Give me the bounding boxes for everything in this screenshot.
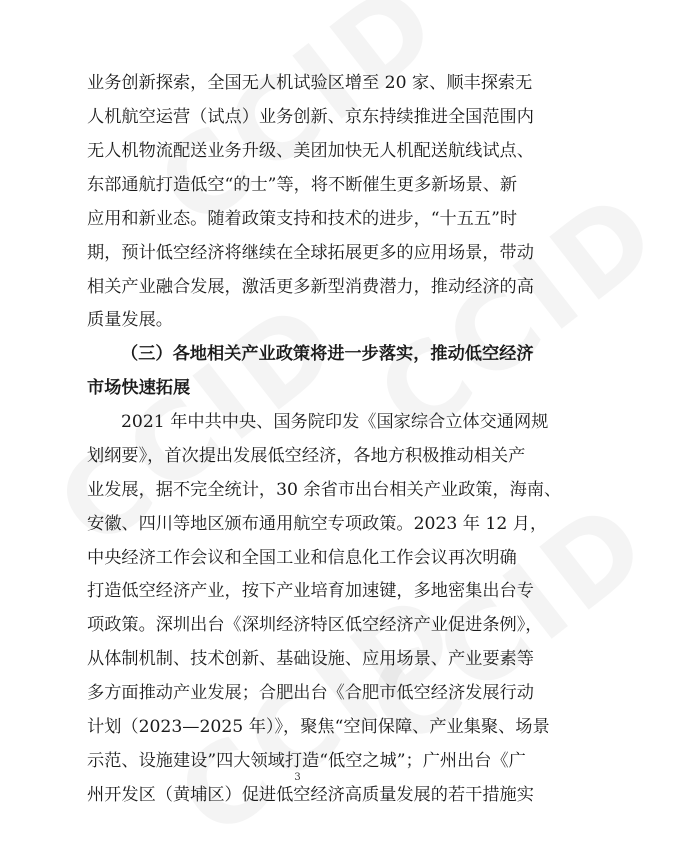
body-text-line: 2021 年中共中央、国务院印发《国家综合立体交通网规 [121,412,549,432]
page-number: 3 [294,772,301,783]
body-text-line: 质量发展。 [87,310,173,330]
body-text-line: 多方面推动产业发展；合肥出台《合肥市低空经济发展行动 [87,683,534,703]
body-text-line: 无人机物流配送业务升级、美团加快无人机配送航线试点、 [87,141,534,161]
body-text-line: 示范、设施建设”四大领域打造“低空之城”；广州出台《广 [87,751,526,771]
body-text-line: 划纲要》，首次提出发展低空经济，各地方积极推动相关产 [87,446,526,466]
watermark [154,566,483,862]
body-text-line: 州开发区（黄埔区）促进低空经济高质量发展的若干措施实 [87,785,534,805]
section-heading: 市场快速拓展 [87,378,191,398]
body-text-line: 中央经济工作会议和全国工业和信息化工作会议再次明确 [87,548,517,568]
body-text-line: 相关产业融合发展，激活更多新型消费潜力，推动经济的高 [87,277,534,297]
body-text-line: 应用和新业态。随着政策支持和技术的进步，“十五五”时 [87,209,518,229]
body-text-line: 打造低空经济产业，按下产业培育加速键，多地密集出台专 [87,581,534,601]
body-text-line: 东部通航打造低空“的士”等，将不断催生更多新场景、新 [87,175,518,195]
body-text-line: 项政策。深圳出台《深圳经济特区低空经济产业促进条例》， [87,615,543,635]
body-text-line: 计划（2023—2025 年）》，聚焦“空间保障、产业集聚、场景 [87,717,550,737]
body-text-line: 从体制机制、技术创新、基础设施、应用场景、产业要素等 [87,649,534,669]
body-text-line: 业发展，据不完全统计，30 余省市出台相关产业政策，海南、 [87,480,562,500]
body-text-line: 业务创新探索，全国无人机试验区增至 20 家、顺丰探索无 [87,73,533,93]
body-text-line: 人机航空运营（试点）业务创新、京东持续推进全国范围内 [87,107,534,127]
section-heading: （三）各地相关产业政策将进一步落实，推动低空经济 [121,344,534,364]
body-text-line: 期，预计低空经济将继续在全球拓展更多的应用场景，带动 [87,243,534,263]
body-text-line: 安徽、四川等地区颁布通用航空专项政策。2023 年 12 月， [87,514,548,534]
